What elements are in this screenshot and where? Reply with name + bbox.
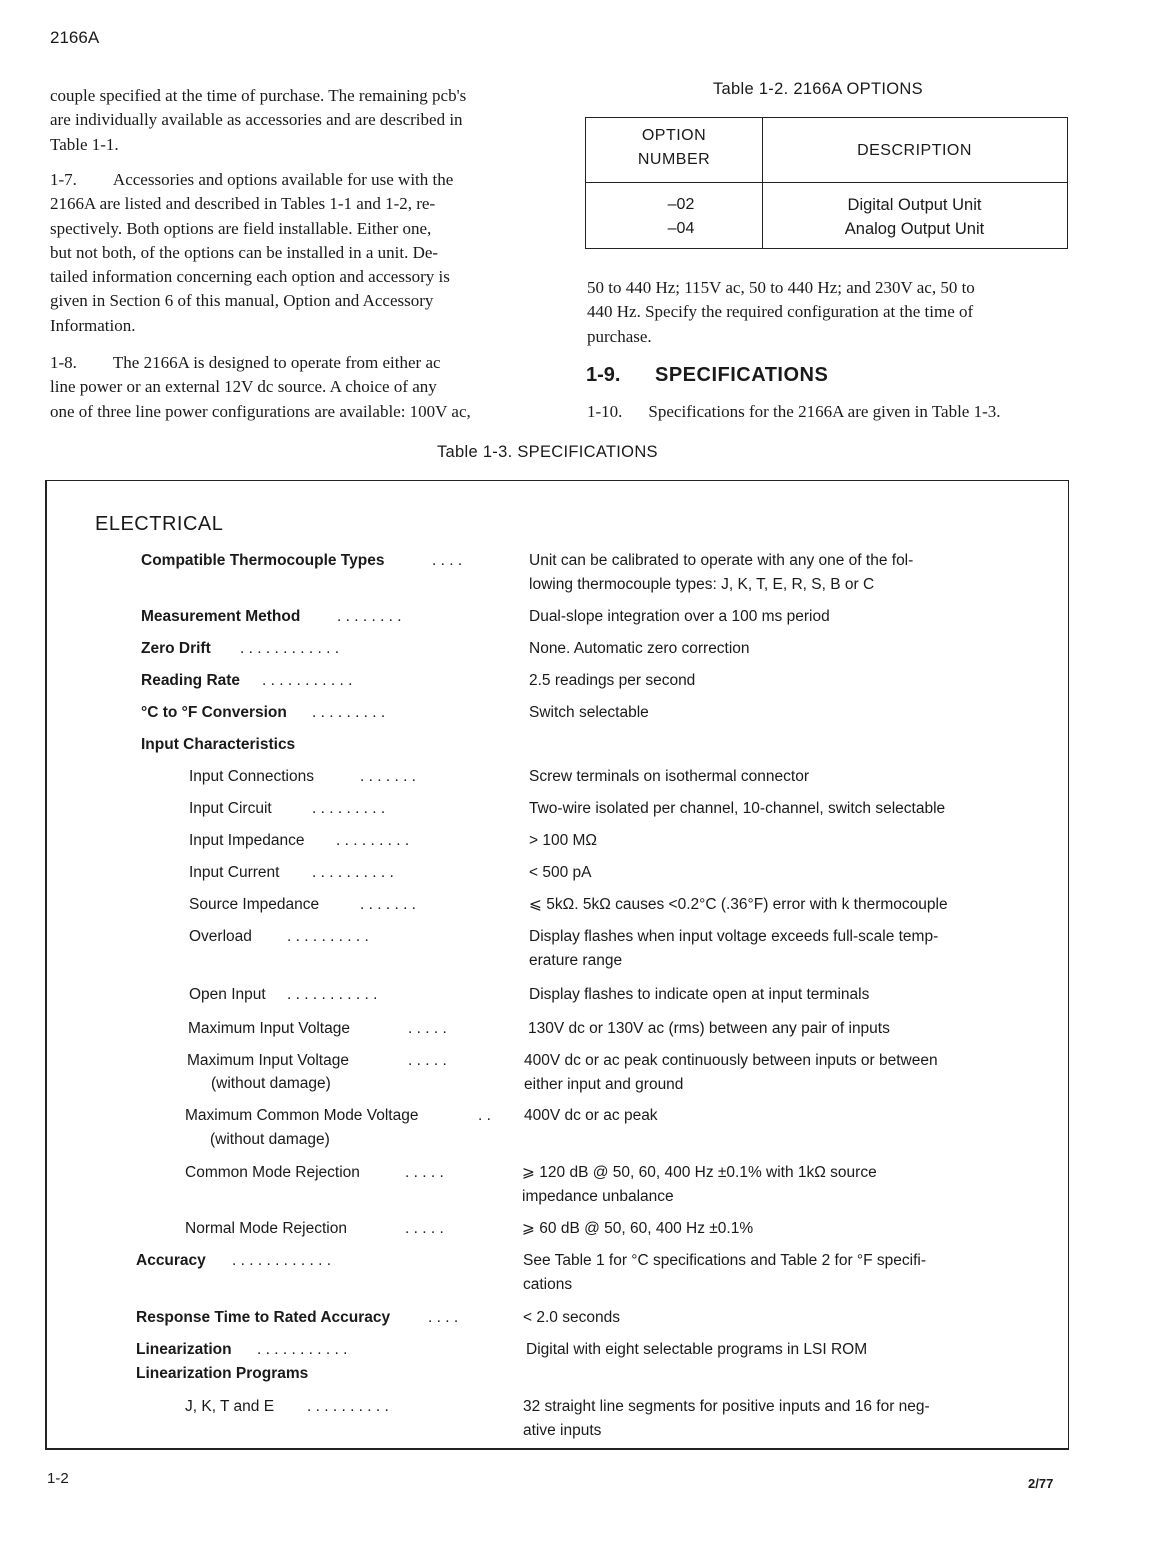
leader-dots: . . [478,1107,491,1124]
value-line: lowing thermocouple types: J, K, T, E, R, S, B or C [529,576,875,593]
spec-value: < 2.0 seconds [523,1309,620,1326]
text-line: given in Section 6 of this manual, Option and Accessory [50,291,434,311]
paragraph-number: 1-10. [587,402,623,421]
spec-label: Linearization [136,1341,232,1358]
leader-dots: . . . . . . . . . [312,800,386,817]
leader-dots: . . . . [428,1309,459,1326]
section-number: 1-9. [586,364,621,386]
leader-dots: . . . . . . . [360,896,416,913]
leader-dots: . . . . . . . . [337,608,402,625]
spec-label: Normal Mode Rejection [185,1220,347,1237]
spec-value: Display flashes to indicate open at input terminals [529,986,870,1003]
leader-dots: . . . . . . . . . . [287,928,369,945]
spec-label: Measurement Method [141,608,301,625]
leader-dots: . . . . [432,552,463,569]
electrical-heading: ELECTRICAL [95,513,224,535]
spec-label: Reading Rate [141,672,241,689]
text-line: 50 to 440 Hz; 115V ac, 50 to 440 Hz; and 230V ac, 50 to [587,278,975,297]
value-line: erature range [529,952,623,969]
spec-label: Maximum Input Voltage [188,1020,350,1037]
option-number-cell: –04 [667,220,695,237]
value-line: 32 straight line segments for positive inputs and 16 for neg- [523,1398,930,1415]
spec-label: Common Mode Rejection [185,1164,360,1181]
spec-label: Input Circuit [189,800,272,817]
spec-value: Screw terminals on isothermal connector [529,768,809,785]
text-line-content: The 2166A is designed to operate from either ac [112,353,441,372]
spec-value: Digital with eight selectable programs in LSI ROM [526,1341,868,1358]
table-divider [586,182,1067,183]
value-line: either input and ground [524,1076,684,1093]
spec-value [523,1395,930,1443]
spec-value [529,925,938,973]
table-1-2-title: Table 1-2. 2166A OPTIONS [713,80,923,98]
text-line [50,351,555,375]
leader-dots: . . . . . [408,1020,447,1037]
paragraph-number: 1-7. [50,170,77,189]
spec-value: < 500 pA [529,864,592,881]
spec-label: °C to °F Conversion [141,704,287,721]
spec-value: ⩽ 5kΩ. 5kΩ causes <0.2°C (.36°F) error with k thermocouple [529,896,948,913]
text-line: but not both, of the options can be installed in a unit. De- [50,242,439,262]
leader-dots: . . . . . . . . . . [312,864,394,881]
spec-label: Accuracy [136,1252,206,1269]
leader-dots: . . . . . . . . . [312,704,386,721]
spec-label: Input Connections [189,768,314,785]
text-line: spectively. Both options are field installable. Either one, [50,218,432,238]
option-description-cell: Analog Output Unit [844,220,985,238]
paragraph-1-8 [50,351,555,424]
header-line: OPTION [641,127,707,144]
text-line: one of three line power configurations are available: 100V ac, [50,401,471,421]
value-line: ative inputs [523,1422,602,1439]
option-number-cell: –02 [667,196,695,213]
spec-subheading: Input Characteristics [141,736,296,753]
spec-value: Two-wire isolated per channel, 10-channel, switch selectable [529,800,946,817]
value-line: cations [523,1276,573,1293]
spec-label: Open Input [189,986,266,1003]
leader-dots: . . . . . [405,1164,444,1181]
paragraph-text: Specifications for the 2166A are given in Table 1-3. [648,402,1001,421]
header-line: NUMBER [637,151,711,168]
revision-date: 2/77 [1028,1476,1054,1491]
spec-value: ⩾ 60 dB @ 50, 60, 400 Hz ±0.1% [522,1220,754,1237]
leader-dots: . . . . . . . [360,768,416,785]
spec-value: > 100 MΩ [529,832,598,849]
spec-label: Zero Drift [141,640,211,657]
page-header-model: 2166A [50,28,100,47]
spec-label: Input Current [189,864,280,881]
value-line: Display flashes when input voltage exceeds full-scale temp- [529,928,939,945]
leader-dots: . . . . . [405,1220,444,1237]
spec-value [522,1161,877,1209]
text-line: couple specified at the time of purchase. The remaining pcb's [50,86,467,105]
spec-value: None. Automatic zero correction [529,640,750,657]
value-line: 400V dc or ac peak continuously between inputs or between [524,1052,938,1069]
spec-label: Maximum Common Mode Voltage [185,1107,419,1124]
text-line [50,168,555,192]
spec-label: Compatible Thermocouple Types [141,552,385,569]
spec-value: Dual-slope integration over a 100 ms period [529,608,830,625]
value-line: Unit can be calibrated to operate with any one of the fol- [529,552,914,569]
spec-value: 400V dc or ac peak [524,1107,658,1124]
spec-label: J, K, T and E [185,1398,275,1415]
spec-value [524,1049,938,1097]
text-line: purchase. [587,326,652,346]
value-line: impedance unbalance [522,1188,674,1205]
leader-dots: . . . . . [408,1052,447,1069]
spec-label: Response Time to Rated Accuracy [136,1309,391,1326]
table-1-2-options [585,117,1068,249]
leader-dots: . . . . . . . . . . . [287,986,378,1003]
leader-dots: . . . . . . . . . . . [257,1341,348,1358]
leader-dots: . . . . . . . . . . . [262,672,353,689]
spec-label: Source Impedance [189,896,320,913]
column-header-option-number [586,124,762,172]
text-line: line power or an external 12V dc source. A choice of any [50,377,437,397]
spec-label-qualifier: (without damage) [211,1075,331,1092]
leader-dots: . . . . . . . . . . . . [240,640,340,657]
text-line: are individually available as accessories and are described in [50,110,463,130]
column-header-description: DESCRIPTION [857,142,972,159]
paragraph-power-configuration [587,276,1067,349]
leader-dots: . . . . . . . . . . [307,1398,389,1415]
spec-label: Input Impedance [189,832,305,849]
spec-label-qualifier: (without damage) [210,1131,330,1148]
page-number: 1-2 [47,1470,69,1487]
text-line: 2166A are listed and described in Tables 1-1 and 1-2, re- [50,194,436,214]
text-line: Information. [50,315,136,335]
spec-value: 2.5 readings per second [529,672,696,689]
paragraph-1-7 [50,168,555,338]
option-description-cell: Digital Output Unit [847,196,982,214]
leader-dots: . . . . . . . . . . . . [232,1252,332,1269]
spec-value [523,1249,926,1297]
text-line: tailed information concerning each option and accessory is [50,267,450,287]
value-line: See Table 1 for °C specifications and Table 2 for °F specifi- [523,1252,926,1269]
paragraph-number: 1-8. [50,353,77,372]
leader-dots: . . . . . . . . . [336,832,410,849]
value-line: ⩾ 120 dB @ 50, 60, 400 Hz ±0.1% with 1kΩ source [522,1164,877,1181]
spec-subheading: Linearization Programs [136,1365,309,1382]
section-title: SPECIFICATIONS [655,364,829,386]
spec-value [529,549,913,597]
text-line: 440 Hz. Specify the required configuration at the time of [587,302,974,322]
spec-value: Switch selectable [529,704,649,721]
spec-label: Overload [189,928,252,945]
text-line-content: Accessories and options available for use with the [112,170,454,189]
spec-label: Maximum Input Voltage [187,1052,349,1069]
spec-value: 130V dc or 130V ac (rms) between any pair of inputs [528,1020,890,1037]
table-1-3-title: Table 1-3. SPECIFICATIONS [437,443,658,461]
paragraph-1-10 [587,402,1001,422]
paragraph-pcb-availability [50,84,555,157]
text-line: Table 1-1. [50,134,119,154]
